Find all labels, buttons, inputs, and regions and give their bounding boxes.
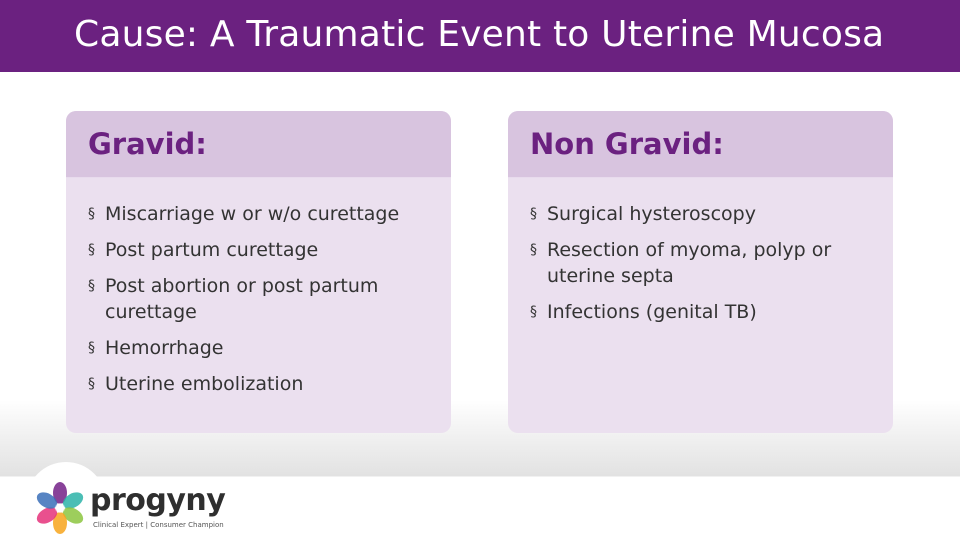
list-item-text: Post partum curettage [105,239,319,261]
non-gravid-list [530,201,877,335]
non-gravid-card [508,111,893,433]
list-item [88,273,435,325]
progyny-logo [18,462,258,540]
list-item [530,299,877,325]
logo-wordmark: progyny [90,483,226,518]
bullet-icon: § [530,304,537,320]
list-item [88,335,435,361]
bullet-icon: § [88,376,95,392]
list-item-text: Miscarriage w or w/o curettage [105,203,400,225]
bullet-icon: § [88,340,95,356]
bullet-icon: § [88,242,95,258]
logo-tagline: Clinical Expert | Consumer Champion [93,521,224,529]
list-item [88,237,435,263]
list-item-text: Surgical hysteroscopy [547,203,756,225]
list-item [530,201,877,227]
list-item-text: Resection of myoma, polyp or uterine septa [547,239,832,287]
list-item [530,237,877,289]
list-item [88,371,435,397]
bullet-icon: § [88,278,95,294]
title-bar [0,0,960,72]
gravid-card [66,111,451,433]
list-item-text: Infections (genital TB) [547,301,757,323]
list-item [88,201,435,227]
slide-title: Cause: A Traumatic Event to Uterine Mucosa [74,14,885,55]
list-item-text: Post abortion or post partum curettage [105,275,379,323]
gravid-card-title: Gravid: [88,127,207,161]
bullet-icon: § [88,206,95,222]
gravid-list [88,201,435,407]
list-item-text: Uterine embolization [105,373,304,395]
list-item-text: Hemorrhage [105,337,224,359]
bullet-icon: § [530,206,537,222]
non-gravid-card-title: Non Gravid: [530,127,724,161]
bullet-icon: § [530,242,537,258]
flower-logo-icon [32,480,88,536]
